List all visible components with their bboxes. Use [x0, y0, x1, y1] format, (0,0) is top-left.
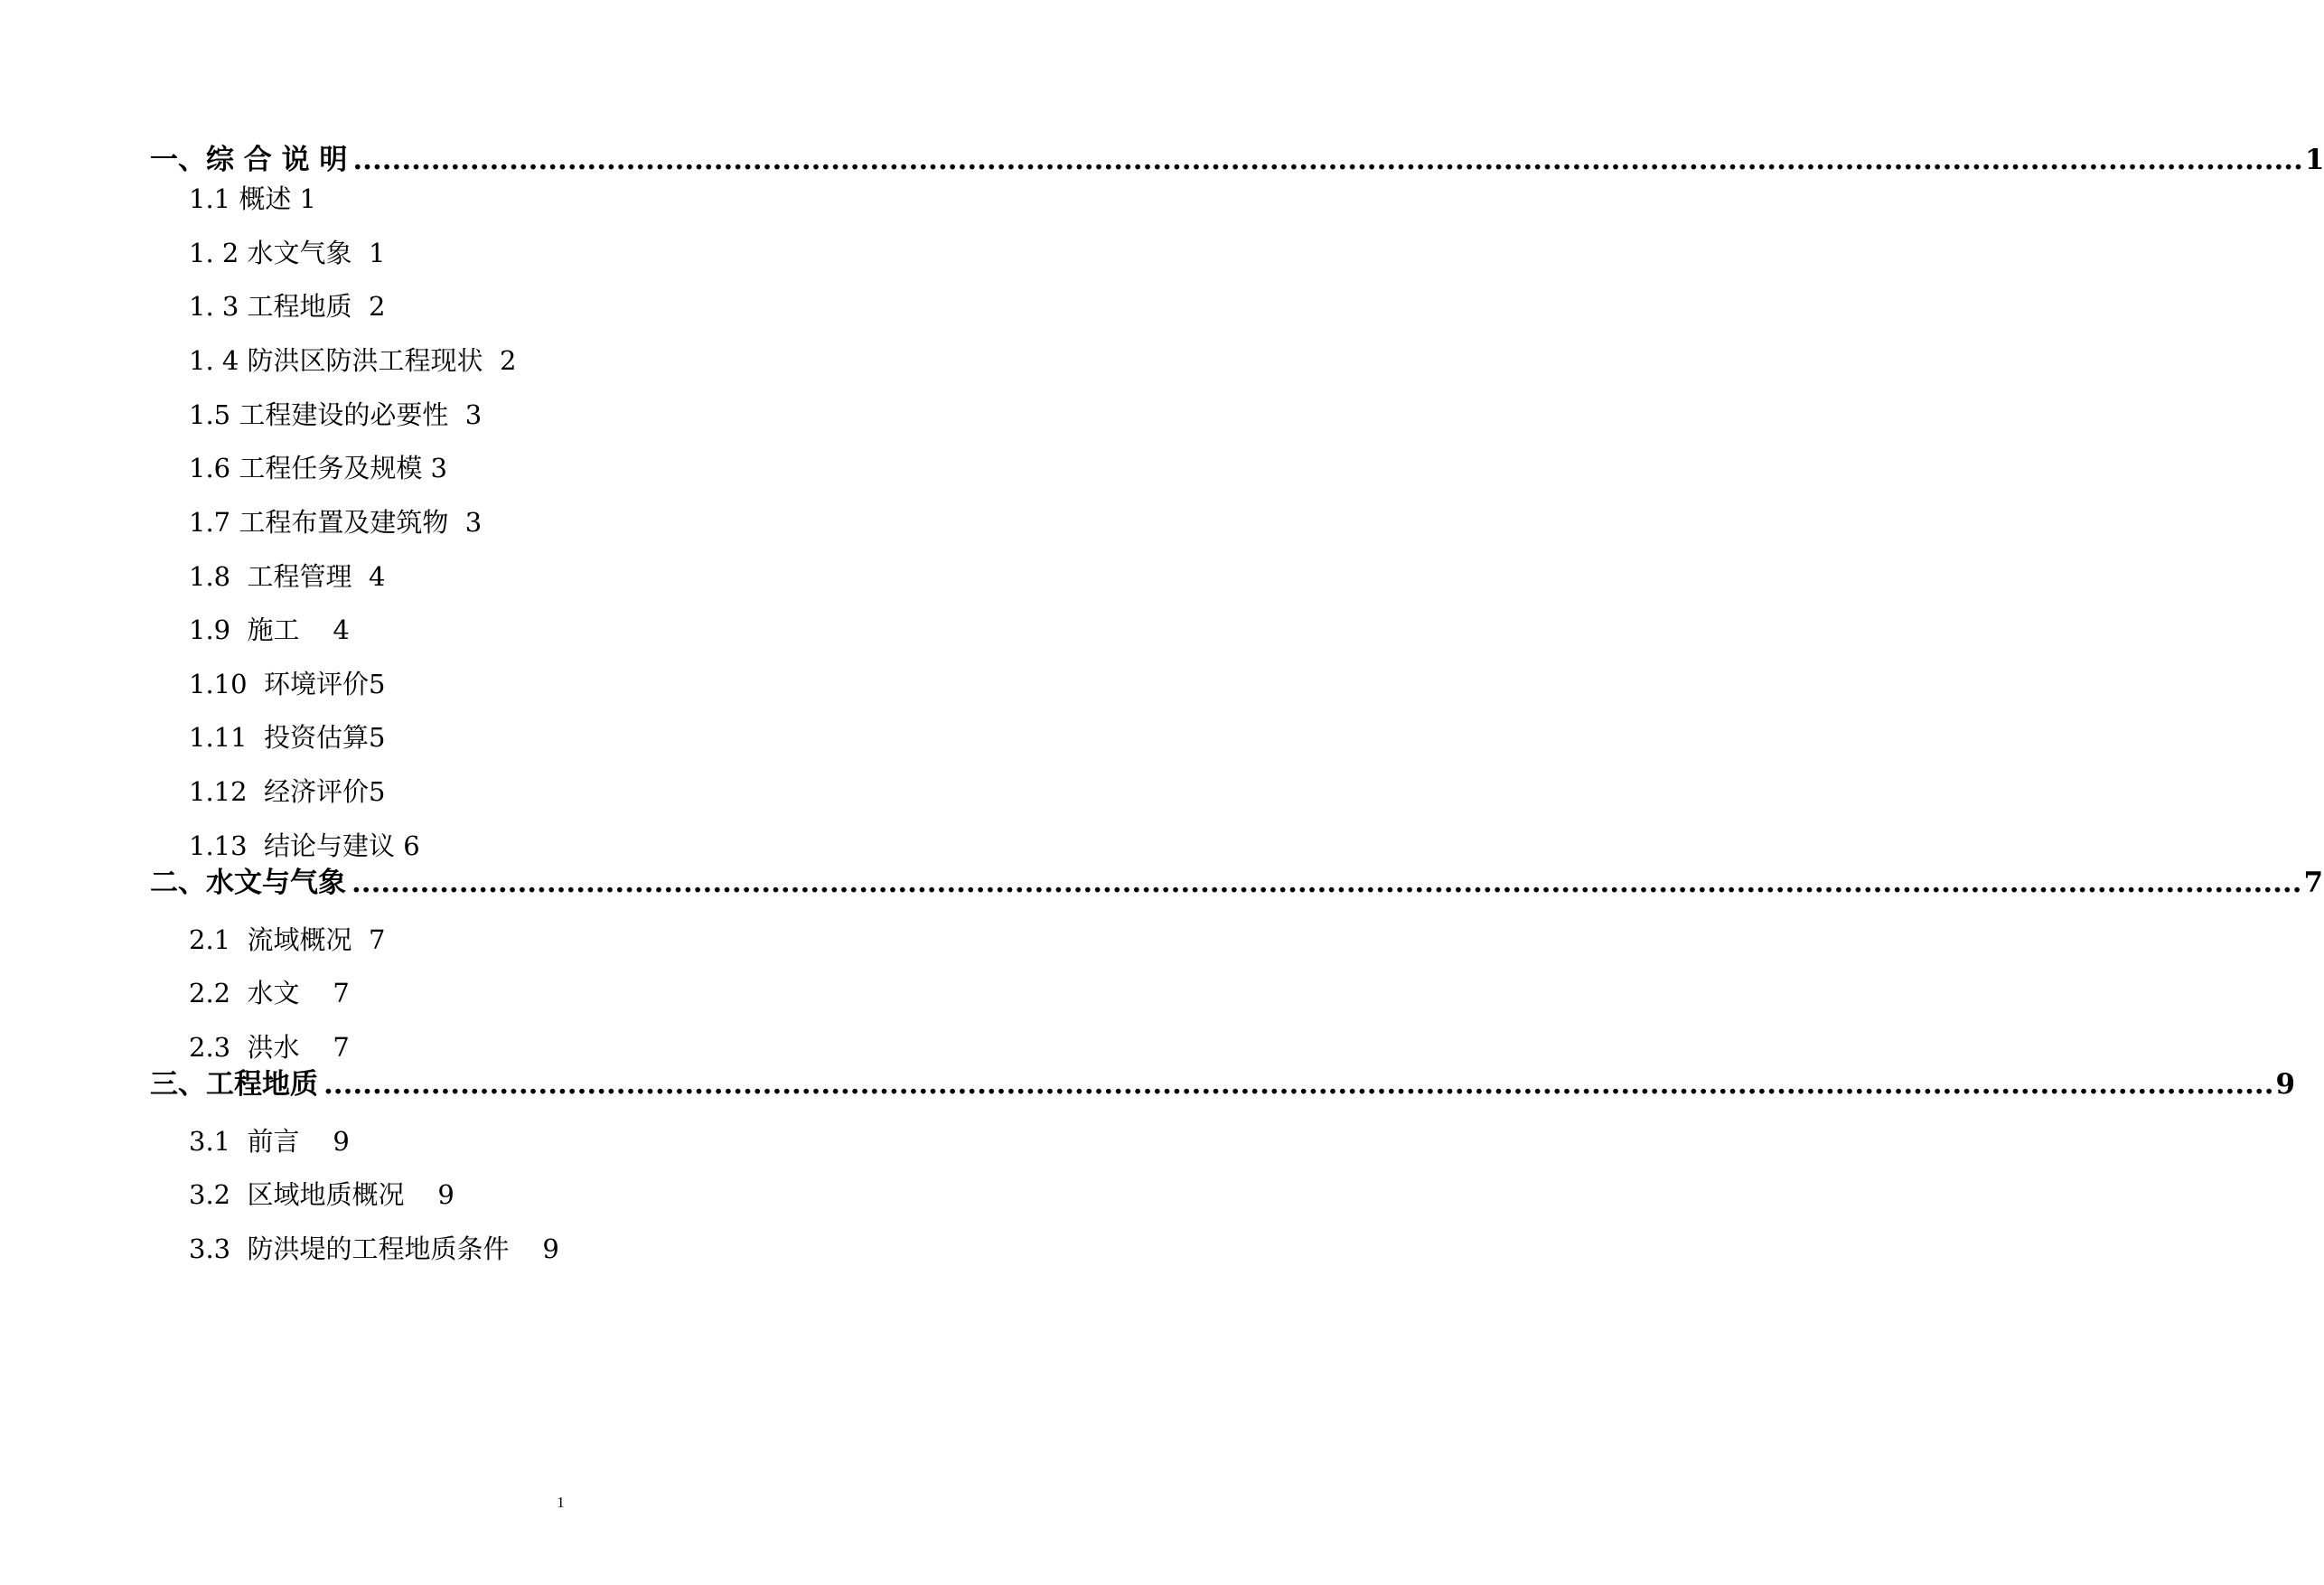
chapter-title: 一、综 合 说 明 [150, 144, 348, 176]
dot-leader: ........................................................................................................................................................................................................ [351, 867, 2302, 899]
toc-section[interactable]: 2.3 洪水 7 [189, 1032, 350, 1063]
toc-section[interactable]: 1.6 工程任务及规模 3 [189, 453, 448, 483]
chapter-title: 二、水文与气象 [150, 867, 346, 899]
toc-chapter-1[interactable] [150, 142, 2324, 178]
toc-section[interactable]: 1.10 环境评价5 [189, 669, 386, 699]
toc-section[interactable]: 1.11 投资估算5 [189, 722, 386, 753]
toc-section[interactable]: 2.2 水文 7 [189, 978, 350, 1008]
chapter-title: 三、工程地质 [150, 1068, 318, 1101]
toc-section[interactable]: 1.13 结论与建议 6 [189, 830, 420, 861]
toc-section[interactable]: 1.5 工程建设的必要性 3 [189, 399, 483, 430]
toc-section[interactable]: 3.1 前言 9 [189, 1126, 350, 1157]
toc-section[interactable]: 1.8 工程管理 4 [189, 561, 386, 592]
toc-section[interactable]: 2.1 流域概况 7 [189, 924, 386, 955]
toc-section[interactable]: 3.2 区域地质概况 9 [189, 1179, 454, 1210]
chapter-page-number: 9 [2275, 1068, 2296, 1101]
toc-section[interactable]: 3.3 防洪堤的工程地质条件 9 [189, 1233, 559, 1264]
toc-section[interactable]: 1. 4 防洪区防洪工程现状 2 [189, 345, 517, 376]
page-number: 1 [557, 1494, 565, 1511]
toc-section[interactable]: 1.9 施工 4 [189, 614, 350, 645]
dot-leader: ........................................................................................................................................................................................................ [352, 144, 2303, 176]
toc-section[interactable]: 1.7 工程布置及建筑物 3 [189, 507, 483, 538]
chapter-page-number: 1 [2304, 144, 2324, 176]
toc-chapter-2[interactable] [150, 865, 2324, 901]
toc-section[interactable]: 1.12 经济评价5 [189, 776, 386, 807]
toc-section[interactable]: 1. 2 水文气象 1 [189, 238, 386, 268]
toc-section[interactable]: 1.1 概述 1 [189, 183, 317, 214]
dot-leader: ........................................................................................................................................................................................................ [323, 1068, 2274, 1101]
toc-chapter-3[interactable] [150, 1066, 2296, 1102]
chapter-page-number: 7 [2303, 867, 2324, 899]
toc-section[interactable]: 1. 3 工程地质 2 [189, 291, 386, 322]
